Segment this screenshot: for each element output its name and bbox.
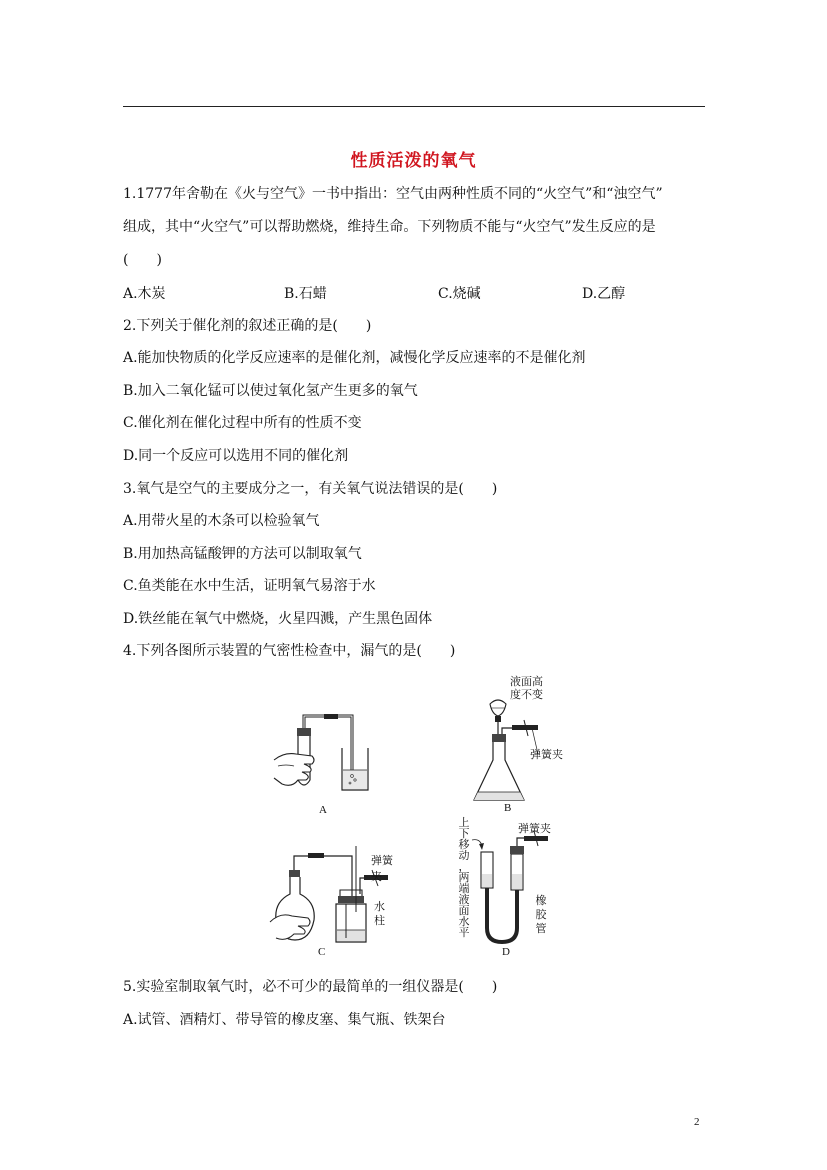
- figure-c-water-char2: 柱: [374, 915, 385, 927]
- figure-c-label: C: [318, 946, 326, 958]
- figure-d-note-char: 面: [458, 905, 470, 917]
- q3-option-b: B.用加热高锰酸钾的方法可以制取氧气: [123, 546, 362, 562]
- figure-d-note-char: 移: [458, 839, 470, 851]
- q5-stem: 5.实验室制取氧气时，必不可少的最简单的一组仪器是( ): [123, 979, 498, 995]
- q1-option-c: C.烧碱: [438, 286, 481, 302]
- figure-b: [468, 676, 578, 826]
- q5-option-a: A.试管、酒精灯、带导管的橡皮塞、集气瓶、铁架台: [123, 1012, 446, 1028]
- figure-d-note-char: 两: [458, 872, 470, 884]
- figure-a: [268, 708, 378, 820]
- q1-option-a: A.木炭: [123, 286, 166, 302]
- figure-d-note-char: 端: [458, 883, 470, 895]
- q2-option-a: A.能加快物质的化学反应速率的是催化剂，减慢化学反应速率的不是催化剂: [123, 350, 586, 366]
- q2-option-c: C.催化剂在催化过程中所有的性质不变: [123, 415, 362, 431]
- q1-options: [123, 284, 723, 304]
- figure-d-label: D: [502, 946, 510, 958]
- figure-c: [268, 842, 400, 960]
- q3-option-a: A.用带火星的木条可以检验氧气: [123, 513, 320, 529]
- figure-c-water-label: [374, 900, 385, 928]
- figure-d: [458, 818, 588, 962]
- q1-stem-line3: ( ): [123, 252, 162, 268]
- page-number: 2: [694, 1116, 700, 1128]
- page-title: 性质活泼的氧气: [350, 151, 477, 171]
- header-rule: [123, 106, 705, 107]
- q2-stem: 2.下列关于催化剂的叙述正确的是( ): [123, 318, 372, 334]
- q1-stem-line2: 组成，其中“火空气”可以帮助燃烧，维持生命。下列物质不能与“火空气”发生反应的是: [123, 219, 656, 235]
- q1-option-b: B.石蜡: [284, 286, 327, 302]
- q3-option-c: C.鱼类能在水中生活，证明氧气易溶于水: [123, 578, 376, 594]
- apparatus-d-drawing: [458, 818, 588, 948]
- figure-b-note-line2: 度不变: [510, 689, 543, 701]
- figure-d-note-char: 水: [458, 916, 470, 928]
- figure-d-rubber-tube-label: [535, 894, 547, 936]
- figure-d-rubber-char: 胶: [535, 909, 547, 921]
- figure-d-note-char: 平: [458, 927, 470, 939]
- figure-c-water-char1: 水: [374, 901, 385, 913]
- figure-a-label: A: [319, 804, 327, 816]
- q3-option-d: D.铁丝能在氧气中燃烧，火星四溅，产生黑色固体: [123, 611, 433, 627]
- figure-d-note-char: 上: [458, 817, 470, 829]
- q1-option-d: D.乙醇: [582, 286, 626, 302]
- figure-d-rubber-char: 管: [535, 923, 547, 935]
- figure-d-clip-label: 弹簧夹: [518, 823, 551, 835]
- figure-d-note-char: 液: [458, 894, 470, 906]
- figure-b-clip-label: 弹簧夹: [530, 749, 563, 761]
- q1-stem-line1: 1.1777年舍勒在《火与空气》一书中指出：空气由两种性质不同的“火空气”和“浊空气”: [123, 186, 663, 202]
- q2-option-d: D.同一个反应可以选用不同的催化剂: [123, 448, 349, 464]
- figure-d-note-char: 下: [458, 828, 470, 840]
- figure-c-clip-label: 弹簧夹: [371, 855, 393, 883]
- figure-b-note-line1: 液面高: [510, 676, 543, 688]
- q4-stem: 4.下列各图所示装置的气密性检查中，漏气的是( ): [123, 643, 456, 659]
- figure-b-label: B: [504, 802, 512, 814]
- figure-d-note-char: ，: [458, 861, 470, 873]
- q3-stem: 3.氧气是空气的主要成分之一，有关氧气说法错误的是( ): [123, 481, 498, 497]
- figure-d-note-char: 动: [458, 850, 470, 862]
- figure-d-rubber-char: 橡: [535, 895, 547, 907]
- q2-option-b: B.加入二氧化锰可以使过氧化氢产生更多的氧气: [123, 383, 418, 399]
